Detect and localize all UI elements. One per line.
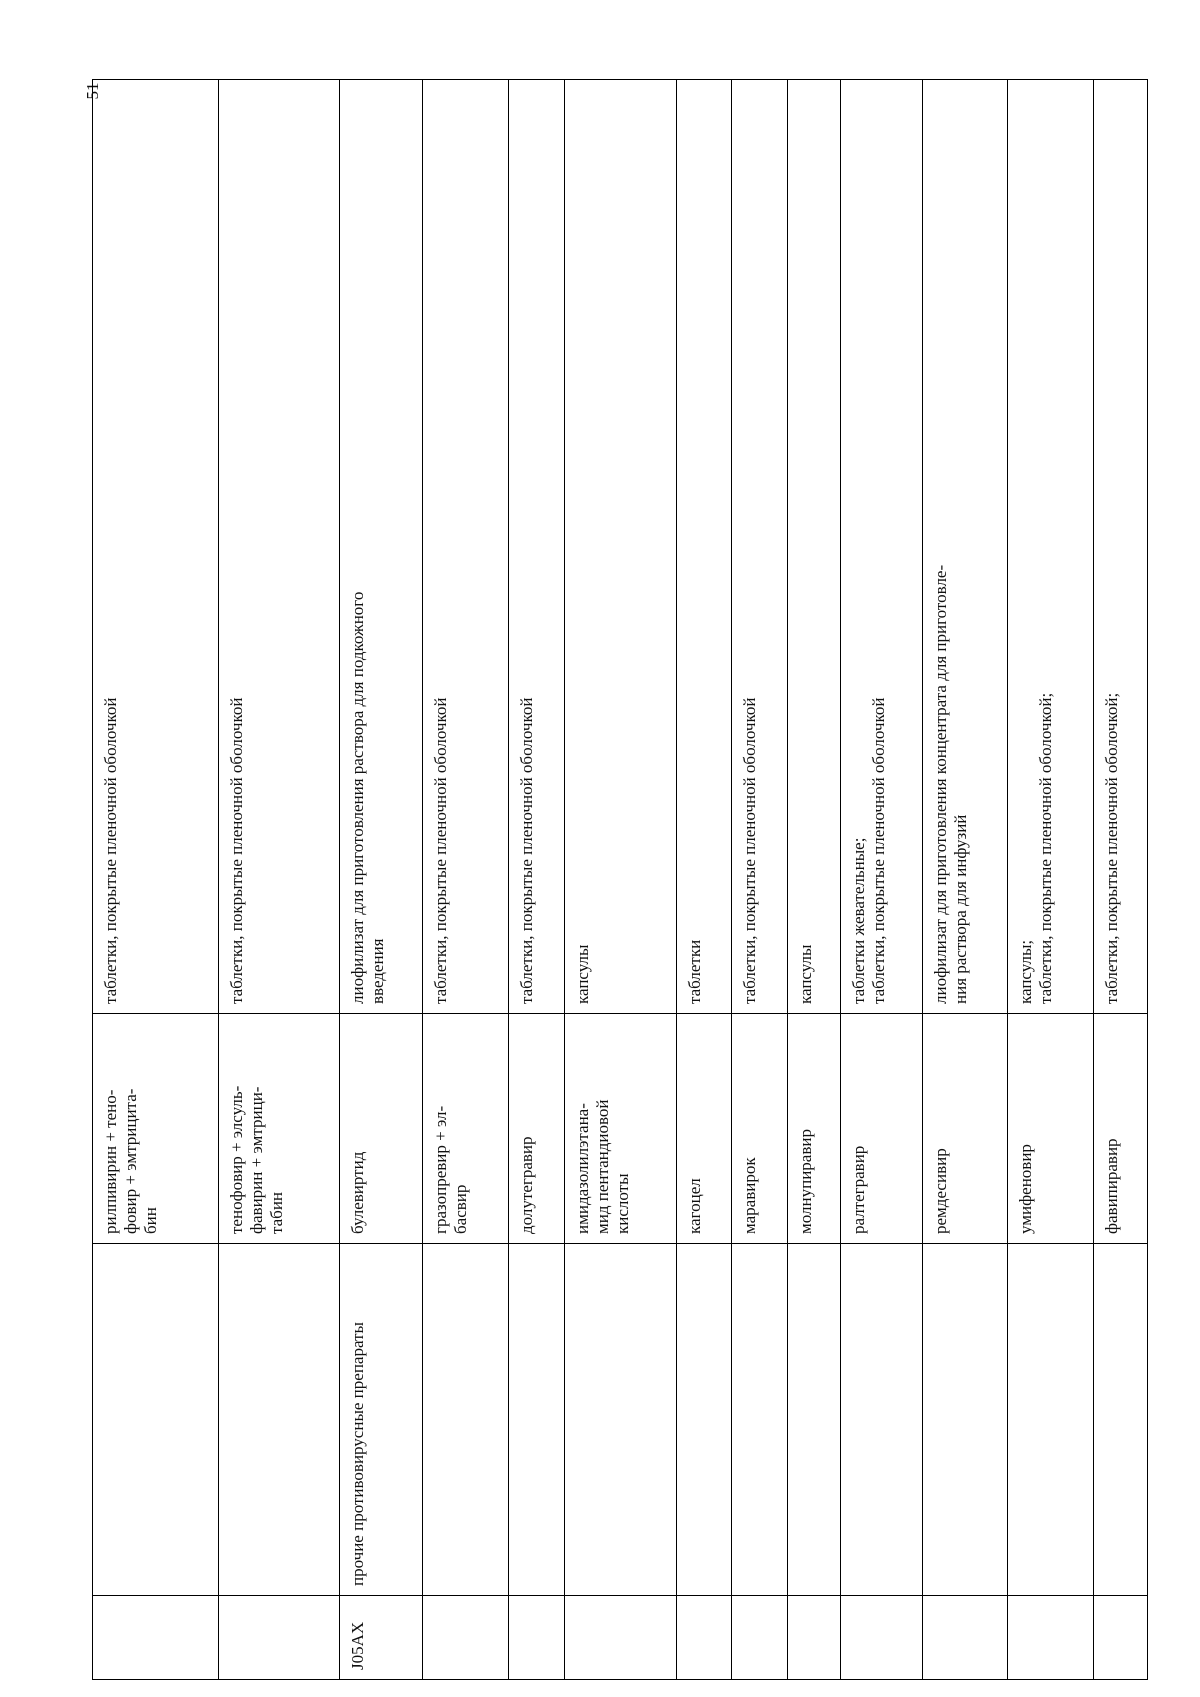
dosage-form-cell: таблетки жевательные; таблетки, покрытые пленочной оболочкой xyxy=(840,80,923,1014)
atc-code-cell: J05AX xyxy=(339,1596,423,1680)
atc-code-cell xyxy=(840,1596,923,1680)
table-row xyxy=(565,80,676,1680)
group-name-cell xyxy=(840,1244,923,1596)
dosage-form-cell: таблетки xyxy=(676,80,731,1014)
inn-cell: маравирок xyxy=(731,1014,787,1244)
table-row xyxy=(423,80,509,1680)
dosage-form-cell: лиофилизат для приготовления раствора для подкожного введения xyxy=(339,80,423,1014)
inn-cell: долутегравир xyxy=(509,1014,565,1244)
table-row xyxy=(93,80,219,1680)
atc-code-cell xyxy=(923,1596,1008,1680)
group-name-cell xyxy=(1008,1244,1094,1596)
group-name-cell xyxy=(93,1244,219,1596)
dosage-form-cell: капсулы; таблетки, покрытые пленочной оболочкой; xyxy=(1008,80,1094,1014)
drug-registry-table xyxy=(92,79,1148,1680)
atc-code-cell xyxy=(93,1596,219,1680)
inn-cell: фавипиравир xyxy=(1094,1014,1148,1244)
rotated-table-container xyxy=(92,80,1148,1680)
table-row xyxy=(339,80,423,1680)
dosage-form-cell: таблетки, покрытые пленочной оболочкой xyxy=(509,80,565,1014)
dosage-form-cell: таблетки, покрытые пленочной оболочкой xyxy=(219,80,339,1014)
group-name-cell xyxy=(787,1244,840,1596)
inn-cell: кагоцел xyxy=(676,1014,731,1244)
dosage-form-cell: лиофилизат для приготовления концентрата для приготовле- ния раствора для инфузий xyxy=(923,80,1008,1014)
inn-cell: тенофовир + элсуль- фавирин + эмтрици- табин xyxy=(219,1014,339,1244)
dosage-form-cell: таблетки, покрытые пленочной оболочкой xyxy=(93,80,219,1014)
dosage-form-cell: таблетки, покрытые пленочной оболочкой; xyxy=(1094,80,1148,1014)
table-row xyxy=(840,80,923,1680)
atc-code-cell xyxy=(1094,1596,1148,1680)
table-row xyxy=(787,80,840,1680)
inn-cell: булевиртид xyxy=(339,1014,423,1244)
group-name-cell: прочие противовирусные препараты xyxy=(339,1244,423,1596)
atc-code-cell xyxy=(423,1596,509,1680)
group-name-cell xyxy=(565,1244,676,1596)
group-name-cell xyxy=(219,1244,339,1596)
atc-code-cell xyxy=(219,1596,339,1680)
inn-cell: умифеновир xyxy=(1008,1014,1094,1244)
table-row xyxy=(731,80,787,1680)
table-row xyxy=(676,80,731,1680)
atc-code-cell xyxy=(509,1596,565,1680)
inn-cell: гразопревир + эл- басвир xyxy=(423,1014,509,1244)
dosage-form-cell: капсулы xyxy=(565,80,676,1014)
group-name-cell xyxy=(509,1244,565,1596)
atc-code-cell xyxy=(731,1596,787,1680)
dosage-form-cell: таблетки, покрытые пленочной оболочкой xyxy=(423,80,509,1014)
dosage-form-cell: таблетки, покрытые пленочной оболочкой xyxy=(731,80,787,1014)
inn-cell: рилпивирин + тено- фовир + эмтрицита- бин xyxy=(93,1014,219,1244)
table-row xyxy=(509,80,565,1680)
table-row xyxy=(1008,80,1094,1680)
atc-code-cell xyxy=(676,1596,731,1680)
table-row xyxy=(219,80,339,1680)
atc-code-cell xyxy=(565,1596,676,1680)
table-row xyxy=(923,80,1008,1680)
page-number: 51 xyxy=(83,82,102,100)
table-row xyxy=(1094,80,1148,1680)
group-name-cell xyxy=(676,1244,731,1596)
group-name-cell xyxy=(923,1244,1008,1596)
dosage-form-cell: капсулы xyxy=(787,80,840,1014)
inn-cell: молнупиравир xyxy=(787,1014,840,1244)
atc-code-cell xyxy=(787,1596,840,1680)
inn-cell: имидазолилэтана- мид пентандиовой кислоты xyxy=(565,1014,676,1244)
inn-cell: ремдесивир xyxy=(923,1014,1008,1244)
group-name-cell xyxy=(423,1244,509,1596)
group-name-cell xyxy=(731,1244,787,1596)
atc-code-cell xyxy=(1008,1596,1094,1680)
group-name-cell xyxy=(1094,1244,1148,1596)
inn-cell: ралтегравир xyxy=(840,1014,923,1244)
